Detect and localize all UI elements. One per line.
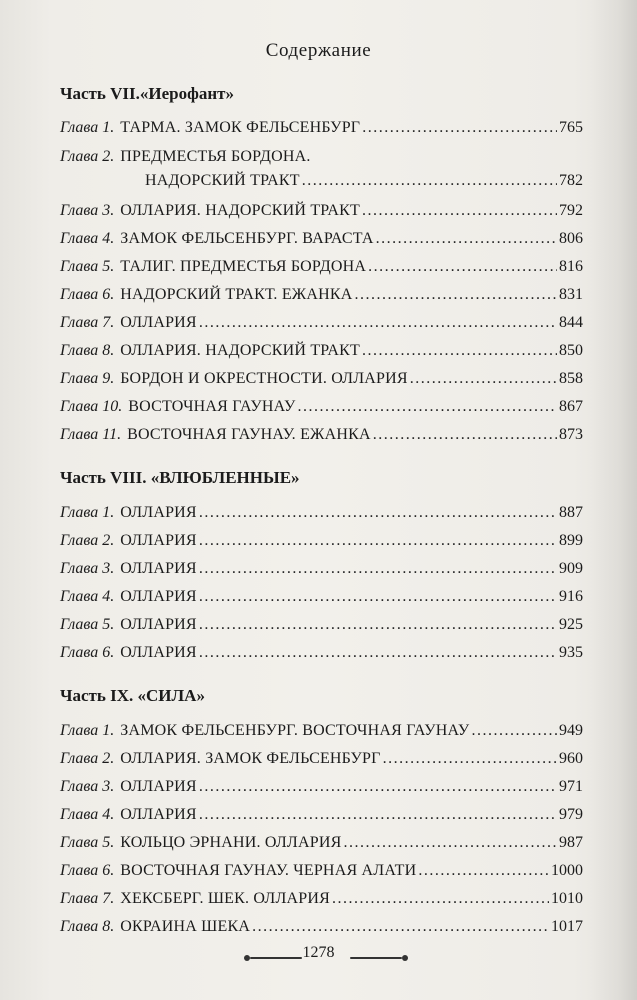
page-number: 765 <box>559 119 583 136</box>
dot-leader <box>302 172 557 190</box>
part-title-viii: Часть VIII. «ВЛЮБЛЕННЫЕ» <box>60 468 300 487</box>
page-number: 935 <box>559 644 583 661</box>
chapter-title: ТАРМА. ЗАМОК ФЕЛЬСЕНБУРГ <box>120 119 361 136</box>
dot-leader <box>376 230 557 248</box>
part-title-ix: Часть IX. «СИЛА» <box>60 686 205 705</box>
toc-row <box>60 644 583 668</box>
chapter-title: ОЛЛАРИЯ <box>120 504 197 521</box>
chapter-title: ОЛЛАРИЯ <box>120 532 197 549</box>
chapter-title: ХЕКСБЕРГ. ШЕК. ОЛЛАРИЯ <box>120 890 330 907</box>
toc-row <box>60 342 583 366</box>
dot-leader <box>252 918 549 936</box>
toc-row <box>60 616 583 640</box>
page-number: 899 <box>559 532 583 549</box>
chapter-label: Глава 4. <box>60 806 115 823</box>
chapter-title: КОЛЬЦО ЭРНАНИ. ОЛЛАРИЯ <box>120 834 342 851</box>
chapter-title: ОЛЛАРИЯ <box>120 588 197 605</box>
toc-row <box>60 560 583 584</box>
chapter-title: ТАЛИГ. ПРЕДМЕСТЬЯ БОРДОНА <box>120 258 367 275</box>
toc-row <box>60 806 583 830</box>
chapter-title: ОЛЛАРИЯ <box>120 616 197 633</box>
toc-row <box>60 918 583 942</box>
chapter-label: Глава 1. <box>60 119 115 136</box>
chapter-label: Глава 7. <box>60 314 115 331</box>
dot-leader <box>199 644 557 662</box>
dot-leader <box>199 560 557 578</box>
dot-leader <box>362 119 557 137</box>
toc-row <box>60 426 583 450</box>
chapter-label: Глава 7. <box>60 890 115 907</box>
chapter-label: Глава 4. <box>60 230 115 247</box>
chapter-label: Глава 2. <box>60 750 115 767</box>
chapter-label: Глава 8. <box>60 342 115 359</box>
page-number: 960 <box>559 750 583 767</box>
chapter-label: Глава 1. <box>60 722 115 739</box>
toc-row <box>60 750 583 774</box>
toc-row <box>60 314 583 338</box>
page-number: 782 <box>559 172 583 189</box>
toc-row <box>60 258 583 282</box>
chapter-label: Глава 2. <box>60 532 115 549</box>
page-edge-shadow <box>591 0 637 1000</box>
dot-leader <box>199 532 557 550</box>
dot-leader <box>199 616 557 634</box>
dot-leader <box>199 806 557 824</box>
folio-page-number: 1278 <box>302 944 335 961</box>
toc-row <box>60 862 583 886</box>
chapter-title: ОЛЛАРИЯ <box>120 314 197 331</box>
dot-leader <box>373 426 557 444</box>
chapter-label: Глава 9. <box>60 370 115 387</box>
dot-leader <box>199 778 557 796</box>
chapter-title: ЗАМОК ФЕЛЬСЕНБУРГ. ВОСТОЧНАЯ ГАУНАУ <box>120 722 470 739</box>
chapter-label: Глава 3. <box>60 560 115 577</box>
chapter-label: Глава 5. <box>60 834 115 851</box>
dot-leader <box>332 890 549 908</box>
chapter-label: Глава 4. <box>60 588 115 605</box>
chapter-title: ОЛЛАРИЯ. НАДОРСКИЙ ТРАКТ <box>120 342 360 359</box>
page-number: 806 <box>559 230 583 247</box>
chapter-title-continued: НАДОРСКИЙ ТРАКТ <box>145 172 300 189</box>
page-number: 1010 <box>551 890 583 907</box>
page-number: 979 <box>559 806 583 823</box>
dot-leader <box>410 370 557 388</box>
dot-leader <box>368 258 557 276</box>
toc-row <box>60 504 583 528</box>
chapter-label: Глава 3. <box>60 202 115 219</box>
dot-leader <box>297 398 557 416</box>
page-number: 916 <box>559 588 583 605</box>
chapter-label: Глава 3. <box>60 778 115 795</box>
toc-row <box>60 890 583 914</box>
dot-leader <box>362 342 557 360</box>
dot-leader <box>383 750 557 768</box>
chapter-title: ВОСТОЧНАЯ ГАУНАУ <box>128 398 296 415</box>
chapter-title: НАДОРСКИЙ ТРАКТ. ЕЖАНКА <box>120 286 353 303</box>
chapter-label: Глава 6. <box>60 286 115 303</box>
page-number: 987 <box>559 834 583 851</box>
page-number: 873 <box>559 426 583 443</box>
dot-leader <box>199 504 557 522</box>
chapter-title: ВОСТОЧНАЯ ГАУНАУ. ЧЕРНАЯ АЛАТИ <box>120 862 417 879</box>
toc-row <box>60 398 583 422</box>
toc-row <box>60 286 583 310</box>
toc-row <box>60 834 583 858</box>
page-number: 925 <box>559 616 583 633</box>
chapter-title: ОЛЛАРИЯ <box>120 806 197 823</box>
page-title: Содержание <box>265 40 372 61</box>
chapter-title: ВОСТОЧНАЯ ГАУНАУ. ЕЖАНКА <box>127 426 371 443</box>
page-number: 887 <box>559 504 583 521</box>
dot-leader <box>362 202 557 220</box>
page-number: 844 <box>559 314 583 331</box>
toc-row <box>60 588 583 612</box>
chapter-title: ОЛЛАРИЯ <box>120 778 197 795</box>
page-number: 1017 <box>551 918 583 935</box>
chapter-label: Глава 11. <box>60 426 122 443</box>
chapter-title: ОЛЛАРИЯ <box>120 560 197 577</box>
toc-row <box>60 370 583 394</box>
dot-leader <box>471 722 557 740</box>
chapter-label: Глава 5. <box>60 616 115 633</box>
toc-row <box>60 202 583 226</box>
page-number: 949 <box>559 722 583 739</box>
page-number: 858 <box>559 370 583 387</box>
toc-row-continuation <box>145 172 583 196</box>
page-number: 867 <box>559 398 583 415</box>
page-number: 816 <box>559 258 583 275</box>
dot-leader <box>343 834 557 852</box>
toc-row <box>60 778 583 802</box>
chapter-label: Глава 10. <box>60 398 123 415</box>
chapter-title: ОЛЛАРИЯ. НАДОРСКИЙ ТРАКТ <box>120 202 360 219</box>
toc-row <box>60 148 583 172</box>
chapter-label: Глава 1. <box>60 504 115 521</box>
toc-row <box>60 119 583 143</box>
page-number: 909 <box>559 560 583 577</box>
dot-leader <box>199 588 557 606</box>
page-number: 971 <box>559 778 583 795</box>
part-title-vii: Часть VII.«Иерофант» <box>60 84 235 103</box>
chapter-title: ОЛЛАРИЯ <box>120 644 197 661</box>
toc-row <box>60 230 583 254</box>
chapter-label: Глава 8. <box>60 918 115 935</box>
toc-row <box>60 532 583 556</box>
toc-row <box>60 722 583 746</box>
page-number: 792 <box>559 202 583 219</box>
dot-leader <box>199 314 557 332</box>
page-number: 1000 <box>551 862 583 879</box>
page-number: 850 <box>559 342 583 359</box>
chapter-label: Глава 6. <box>60 644 115 661</box>
dot-leader <box>418 862 549 880</box>
chapter-label: Глава 2. <box>60 148 115 165</box>
chapter-title: ПРЕДМЕСТЬЯ БОРДОНА. <box>120 148 311 165</box>
chapter-title: БОРДОН И ОКРЕСТНОСТИ. ОЛЛАРИЯ <box>120 370 408 387</box>
chapter-title: ОЛЛАРИЯ. ЗАМОК ФЕЛЬСЕНБУРГ <box>120 750 381 767</box>
chapter-title: ЗАМОК ФЕЛЬСЕНБУРГ. ВАРАСТА <box>120 230 374 247</box>
chapter-label: Глава 6. <box>60 862 115 879</box>
chapter-label: Глава 5. <box>60 258 115 275</box>
chapter-title: ОКРАИНА ШЕКА <box>120 918 251 935</box>
dot-leader <box>354 286 557 304</box>
page-number: 831 <box>559 286 583 303</box>
